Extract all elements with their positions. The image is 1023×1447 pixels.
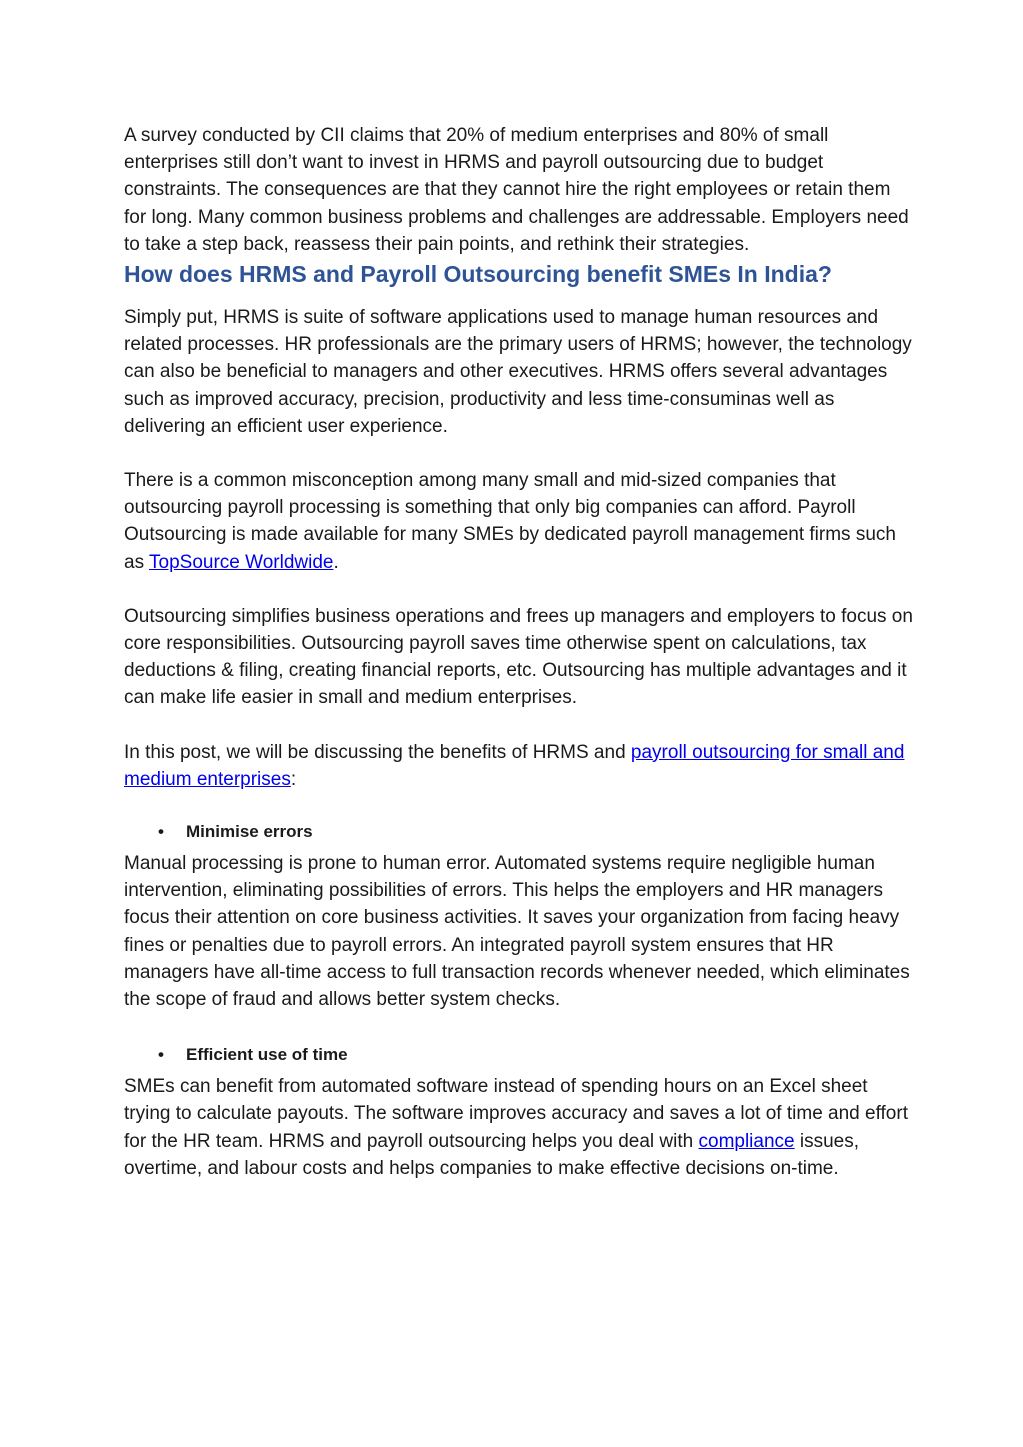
- hrms-definition-paragraph: Simply put, HRMS is suite of software applications used to manage human resources and related processes. HR professionals are the primary users of HRMS; however, the technology can also be beneficial to managers and other executives. HRMS offers several advantages such as improved accuracy, precision, productivity and less time-consuminas well as delivering an efficient user experience.: [124, 307, 912, 437]
- post-intro-paragraph: [124, 739, 914, 793]
- minimise-errors-paragraph: Manual processing is prone to human error. Automated systems require negligible human intervention, eliminating possibilities of errors. This helps the employers and HR managers focus their attention on core business activities. It saves your organization from facing heavy fines or penalties due to payroll errors. An integrated payroll system ensures that HR managers have all-time access to full transaction records whenever needed, which eliminates the scope of fraud and allows better system checks.: [124, 853, 910, 1011]
- compliance-link[interactable]: compliance: [698, 1130, 795, 1152]
- intro-paragraph: A survey conducted by CII claims that 20% of medium enterprises and 80% of small enterprises still don’t want to invest in HRMS and payroll outsourcing due to budget constraints. The consequences are that they cannot hire the right employees or retain them for long. Many common business problems and challenges are addressable. Employers need to take a step back, reassess their pain points, and rethink their strategies.: [124, 125, 909, 255]
- outsourcing-paragraph: Outsourcing simplifies business operations and frees up managers and employers to focus on core responsibilities. Outsourcing payroll saves time otherwise spent on calculations, tax deductions & filing, creating financial reports, etc. Outsourcing has multiple advantages and it can make life easier in small and medium enterprises.: [124, 605, 913, 709]
- efficient-time-text-end: issues, overtime, and labour costs and helps companies to make effective decisions on-time.: [124, 1130, 860, 1179]
- bullet-icon: •: [158, 1045, 164, 1065]
- bullet-efficient-use-of-time: [124, 1043, 914, 1067]
- document-page: [124, 122, 914, 1182]
- bullet-minimise-errors: [124, 820, 914, 844]
- bullet-title: Efficient use of time: [186, 1045, 348, 1065]
- misconception-text-end: .: [333, 551, 339, 573]
- bullet-title: Minimise errors: [186, 822, 313, 842]
- bullet-icon: •: [158, 822, 164, 842]
- section-heading: How does HRMS and Payroll Outsourcing benefit SMEs In India?: [124, 261, 832, 288]
- efficient-time-paragraph: [124, 1073, 914, 1182]
- topsource-worldwide-link[interactable]: TopSource Worldwide: [149, 551, 334, 573]
- post-intro-text: In this post, we will be discussing the benefits of HRMS and: [124, 741, 631, 763]
- misconception-text: There is a common misconception among many small and mid-sized companies that outsourcing payroll processing is something that only big companies can afford. Payroll Outsourcing is made available for many SMEs by dedicated payroll management firms such as: [124, 470, 896, 573]
- post-intro-text-end: :: [290, 768, 297, 790]
- misconception-paragraph: [124, 467, 914, 576]
- efficient-time-text: SMEs can benefit from automated software instead of spending hours on an Excel sheet trying to calculate payouts. The software improves accuracy and saves a lot of time and effort for the HR team. HRMS and payroll outsourcing helps you deal with: [124, 1076, 908, 1152]
- payroll-outsourcing-link[interactable]: payroll outsourcing for small and medium enterprises: [124, 741, 905, 790]
